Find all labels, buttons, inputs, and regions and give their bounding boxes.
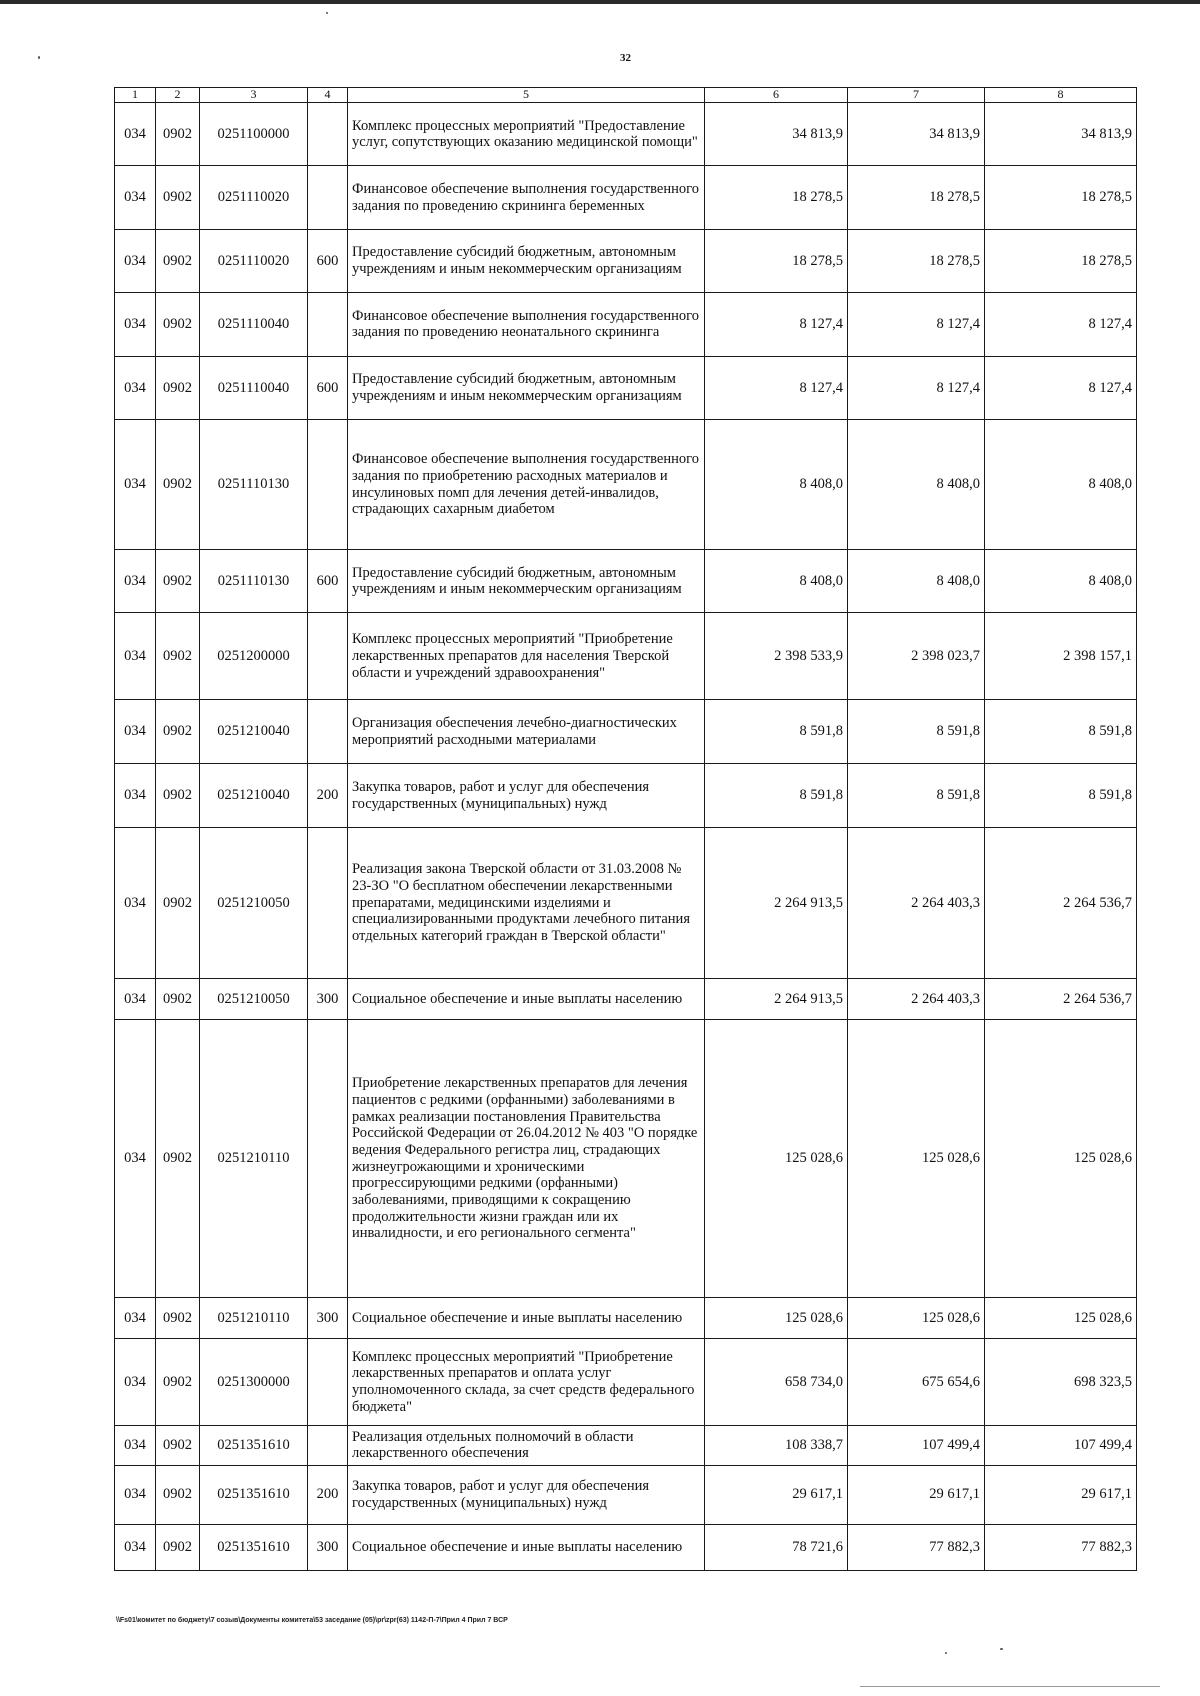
cell-amount-year-3: 29 617,1 (985, 1466, 1137, 1524)
cell-amount-year-2: 2 264 403,3 (848, 827, 985, 978)
table-row (115, 1339, 1137, 1426)
cell-name: Финансовое обеспечение выполнения государственного задания по проведению скрининга беременных (348, 166, 705, 229)
cell-target-article: 0251300000 (200, 1339, 308, 1426)
cell-section-code: 0902 (156, 229, 200, 292)
cell-amount-year-1: 8 127,4 (705, 356, 848, 419)
cell-ministry-code: 034 (115, 103, 156, 166)
cell-amount-year-3: 2 264 536,7 (985, 827, 1137, 978)
cell-section-code: 0902 (156, 978, 200, 1019)
cell-section-code: 0902 (156, 613, 200, 700)
cell-amount-year-2: 8 127,4 (848, 356, 985, 419)
budget-allocation-table (114, 87, 1137, 1571)
cell-name: Комплекс процессных мероприятий "Приобретение лекарственных препаратов и оплата услуг уполномоченного склада, за счет средств федерального бюджета" (348, 1339, 705, 1426)
cell-amount-year-2: 18 278,5 (848, 229, 985, 292)
scan-speck (1000, 1648, 1003, 1650)
cell-amount-year-1: 125 028,6 (705, 1298, 848, 1339)
cell-amount-year-3: 77 882,3 (985, 1524, 1137, 1570)
bottom-rule (860, 1686, 1160, 1687)
cell-amount-year-2: 125 028,6 (848, 1298, 985, 1339)
header-row (115, 88, 1137, 103)
cell-section-code: 0902 (156, 1425, 200, 1465)
col-header-2: 2 (156, 88, 200, 103)
cell-amount-year-1: 34 813,9 (705, 103, 848, 166)
cell-amount-year-1: 108 338,7 (705, 1425, 848, 1465)
cell-name: Комплекс процессных мероприятий "Предоставление услуг, сопутствующих оказанию медицинской помощи" (348, 103, 705, 166)
table-row (115, 103, 1137, 166)
cell-section-code: 0902 (156, 1466, 200, 1524)
scan-speck (38, 56, 40, 59)
col-header-8: 8 (985, 88, 1137, 103)
cell-amount-year-2: 2 264 403,3 (848, 978, 985, 1019)
cell-section-code: 0902 (156, 549, 200, 612)
table-row (115, 699, 1137, 763)
cell-expense-type: 300 (308, 978, 348, 1019)
scan-speck (945, 1652, 947, 1654)
table-row (115, 613, 1137, 700)
cell-amount-year-3: 125 028,6 (985, 1298, 1137, 1339)
cell-ministry-code: 034 (115, 978, 156, 1019)
cell-ministry-code: 034 (115, 1020, 156, 1298)
cell-expense-type: 300 (308, 1524, 348, 1570)
cell-amount-year-3: 18 278,5 (985, 166, 1137, 229)
cell-name: Закупка товаров, работ и услуг для обеспечения государственных (муниципальных) нужд (348, 764, 705, 827)
cell-ministry-code: 034 (115, 827, 156, 978)
cell-amount-year-2: 107 499,4 (848, 1425, 985, 1465)
cell-expense-type: 200 (308, 764, 348, 827)
cell-amount-year-1: 8 408,0 (705, 549, 848, 612)
cell-expense-type (308, 613, 348, 700)
cell-amount-year-3: 8 127,4 (985, 293, 1137, 356)
col-header-4: 4 (308, 88, 348, 103)
cell-target-article: 0251210040 (200, 699, 308, 763)
cell-ministry-code: 034 (115, 166, 156, 229)
cell-amount-year-1: 29 617,1 (705, 1466, 848, 1524)
col-header-7: 7 (848, 88, 985, 103)
cell-target-article: 0251210050 (200, 827, 308, 978)
cell-name: Приобретение лекарственных препаратов для лечения пациентов с редкими (орфанными) заболеваниями в рамках реализации постановления Правительства Российской Федерации от 26.04.2012 № 403 "О порядке ведения Федерального регистра лиц, страдающих жизнеугрожающими и хроническими прогрессирующими редкими (орфанными) заболеваниями, приводящими к сокращению продолжительности жизни граждан или их инвалидности, и его регионального сегмента" (348, 1020, 705, 1298)
table-row (115, 827, 1137, 978)
cell-name: Социальное обеспечение и иные выплаты населению (348, 1524, 705, 1570)
cell-section-code: 0902 (156, 420, 200, 550)
col-header-1: 1 (115, 88, 156, 103)
cell-section-code: 0902 (156, 293, 200, 356)
cell-amount-year-2: 8 408,0 (848, 420, 985, 550)
col-header-5: 5 (348, 88, 705, 103)
cell-ministry-code: 034 (115, 1466, 156, 1524)
cell-amount-year-2: 125 028,6 (848, 1020, 985, 1298)
cell-amount-year-1: 2 264 913,5 (705, 827, 848, 978)
cell-ministry-code: 034 (115, 613, 156, 700)
cell-ministry-code: 034 (115, 229, 156, 292)
cell-name: Закупка товаров, работ и услуг для обеспечения государственных (муниципальных) нужд (348, 1466, 705, 1524)
cell-amount-year-3: 2 398 157,1 (985, 613, 1137, 700)
page-number: 32 (620, 52, 631, 64)
cell-section-code: 0902 (156, 1020, 200, 1298)
cell-target-article: 0251110040 (200, 293, 308, 356)
cell-amount-year-1: 658 734,0 (705, 1339, 848, 1426)
cell-amount-year-3: 125 028,6 (985, 1020, 1137, 1298)
cell-expense-type (308, 103, 348, 166)
cell-amount-year-1: 125 028,6 (705, 1020, 848, 1298)
cell-amount-year-3: 8 408,0 (985, 420, 1137, 550)
cell-expense-type (308, 827, 348, 978)
cell-amount-year-3: 34 813,9 (985, 103, 1137, 166)
cell-ministry-code: 034 (115, 1339, 156, 1426)
cell-target-article: 0251351610 (200, 1425, 308, 1465)
cell-ministry-code: 034 (115, 1298, 156, 1339)
cell-amount-year-1: 8 591,8 (705, 699, 848, 763)
cell-amount-year-2: 8 408,0 (848, 549, 985, 612)
cell-expense-type: 600 (308, 229, 348, 292)
table-row (115, 1425, 1137, 1465)
scan-speck (326, 12, 328, 14)
cell-amount-year-2: 675 654,6 (848, 1339, 985, 1426)
cell-section-code: 0902 (156, 1298, 200, 1339)
table-row (115, 229, 1137, 292)
table-row (115, 549, 1137, 612)
cell-expense-type (308, 166, 348, 229)
cell-expense-type (308, 293, 348, 356)
cell-expense-type: 600 (308, 549, 348, 612)
cell-amount-year-2: 8 591,8 (848, 699, 985, 763)
table-row (115, 166, 1137, 229)
table-row (115, 1466, 1137, 1524)
cell-ministry-code: 034 (115, 420, 156, 550)
cell-target-article: 0251351610 (200, 1524, 308, 1570)
cell-amount-year-2: 18 278,5 (848, 166, 985, 229)
cell-section-code: 0902 (156, 166, 200, 229)
table-row (115, 356, 1137, 419)
cell-ministry-code: 034 (115, 1425, 156, 1465)
cell-amount-year-2: 2 398 023,7 (848, 613, 985, 700)
cell-ministry-code: 034 (115, 356, 156, 419)
cell-section-code: 0902 (156, 356, 200, 419)
cell-amount-year-3: 698 323,5 (985, 1339, 1137, 1426)
cell-section-code: 0902 (156, 1339, 200, 1426)
cell-expense-type: 200 (308, 1466, 348, 1524)
cell-name: Предоставление субсидий бюджетным, автономным учреждениям и иным некоммерческим организациям (348, 549, 705, 612)
cell-target-article: 0251210050 (200, 978, 308, 1019)
cell-amount-year-2: 29 617,1 (848, 1466, 985, 1524)
cell-amount-year-3: 8 127,4 (985, 356, 1137, 419)
cell-amount-year-3: 107 499,4 (985, 1425, 1137, 1465)
cell-amount-year-1: 18 278,5 (705, 166, 848, 229)
cell-target-article: 0251210110 (200, 1298, 308, 1339)
col-header-3: 3 (200, 88, 308, 103)
table-row (115, 978, 1137, 1019)
cell-name: Комплекс процессных мероприятий "Приобретение лекарственных препаратов для населения Тверской области и учреждений здравоохранения" (348, 613, 705, 700)
cell-target-article: 0251100000 (200, 103, 308, 166)
cell-amount-year-3: 18 278,5 (985, 229, 1137, 292)
cell-amount-year-2: 8 127,4 (848, 293, 985, 356)
cell-expense-type (308, 1425, 348, 1465)
cell-expense-type (308, 699, 348, 763)
cell-amount-year-1: 18 278,5 (705, 229, 848, 292)
cell-ministry-code: 034 (115, 764, 156, 827)
cell-name: Организация обеспечения лечебно-диагностических мероприятий расходными материалами (348, 699, 705, 763)
cell-target-article: 0251110130 (200, 549, 308, 612)
cell-amount-year-3: 8 591,8 (985, 764, 1137, 827)
scan-top-border (0, 0, 1200, 4)
cell-amount-year-1: 8 408,0 (705, 420, 848, 550)
table-row (115, 1298, 1137, 1339)
cell-section-code: 0902 (156, 103, 200, 166)
cell-amount-year-3: 2 264 536,7 (985, 978, 1137, 1019)
cell-section-code: 0902 (156, 827, 200, 978)
cell-amount-year-1: 2 264 913,5 (705, 978, 848, 1019)
cell-amount-year-3: 8 591,8 (985, 699, 1137, 763)
cell-target-article: 0251110020 (200, 166, 308, 229)
cell-name: Социальное обеспечение и иные выплаты населению (348, 978, 705, 1019)
cell-target-article: 0251110130 (200, 420, 308, 550)
cell-name: Социальное обеспечение и иные выплаты населению (348, 1298, 705, 1339)
cell-section-code: 0902 (156, 699, 200, 763)
cell-section-code: 0902 (156, 1524, 200, 1570)
table-row (115, 764, 1137, 827)
table-row (115, 1020, 1137, 1298)
cell-amount-year-2: 8 591,8 (848, 764, 985, 827)
cell-name: Предоставление субсидий бюджетным, автономным учреждениям и иным некоммерческим организациям (348, 229, 705, 292)
cell-ministry-code: 034 (115, 293, 156, 356)
cell-ministry-code: 034 (115, 1524, 156, 1570)
table-body (115, 103, 1137, 1571)
cell-amount-year-2: 34 813,9 (848, 103, 985, 166)
cell-target-article: 0251200000 (200, 613, 308, 700)
cell-ministry-code: 034 (115, 699, 156, 763)
cell-amount-year-1: 8 127,4 (705, 293, 848, 356)
cell-name: Предоставление субсидий бюджетным, автономным учреждениям и иным некоммерческим организациям (348, 356, 705, 419)
cell-name: Реализация закона Тверской области от 31.03.2008 № 23-ЗО "О бесплатном обеспечении лекарственными препаратами, медицинскими изделиями и специализированными продуктами лечебного питания отдельных категорий граждан в Тверской области" (348, 827, 705, 978)
cell-amount-year-1: 78 721,6 (705, 1524, 848, 1570)
cell-amount-year-3: 8 408,0 (985, 549, 1137, 612)
cell-target-article: 0251351610 (200, 1466, 308, 1524)
cell-target-article: 0251210040 (200, 764, 308, 827)
cell-expense-type (308, 1020, 348, 1298)
cell-target-article: 0251110020 (200, 229, 308, 292)
cell-name: Финансовое обеспечение выполнения государственного задания по проведению неонатального скрининга (348, 293, 705, 356)
table-row (115, 420, 1137, 550)
table-row (115, 293, 1137, 356)
cell-expense-type: 600 (308, 356, 348, 419)
cell-amount-year-2: 77 882,3 (848, 1524, 985, 1570)
cell-expense-type (308, 1339, 348, 1426)
cell-amount-year-1: 2 398 533,9 (705, 613, 848, 700)
cell-amount-year-1: 8 591,8 (705, 764, 848, 827)
table-row (115, 1524, 1137, 1570)
cell-section-code: 0902 (156, 764, 200, 827)
cell-expense-type (308, 420, 348, 550)
cell-target-article: 0251110040 (200, 356, 308, 419)
cell-name: Реализация отдельных полномочий в области лекарственного обеспечения (348, 1425, 705, 1465)
file-path-footer: \\Fs01\комитет по бюджету\7 созыв\Документы комитета\53 заседание (05)\pr\zpr(63) 1142-П-7\Прил 4 Прил 7 ВСР (116, 1617, 508, 1624)
cell-target-article: 0251210110 (200, 1020, 308, 1298)
col-header-6: 6 (705, 88, 848, 103)
cell-expense-type: 300 (308, 1298, 348, 1339)
cell-name: Финансовое обеспечение выполнения государственного задания по приобретению расходных материалов и инсулиновых помп для лечения детей-инвалидов, страдающих сахарным диабетом (348, 420, 705, 550)
cell-ministry-code: 034 (115, 549, 156, 612)
